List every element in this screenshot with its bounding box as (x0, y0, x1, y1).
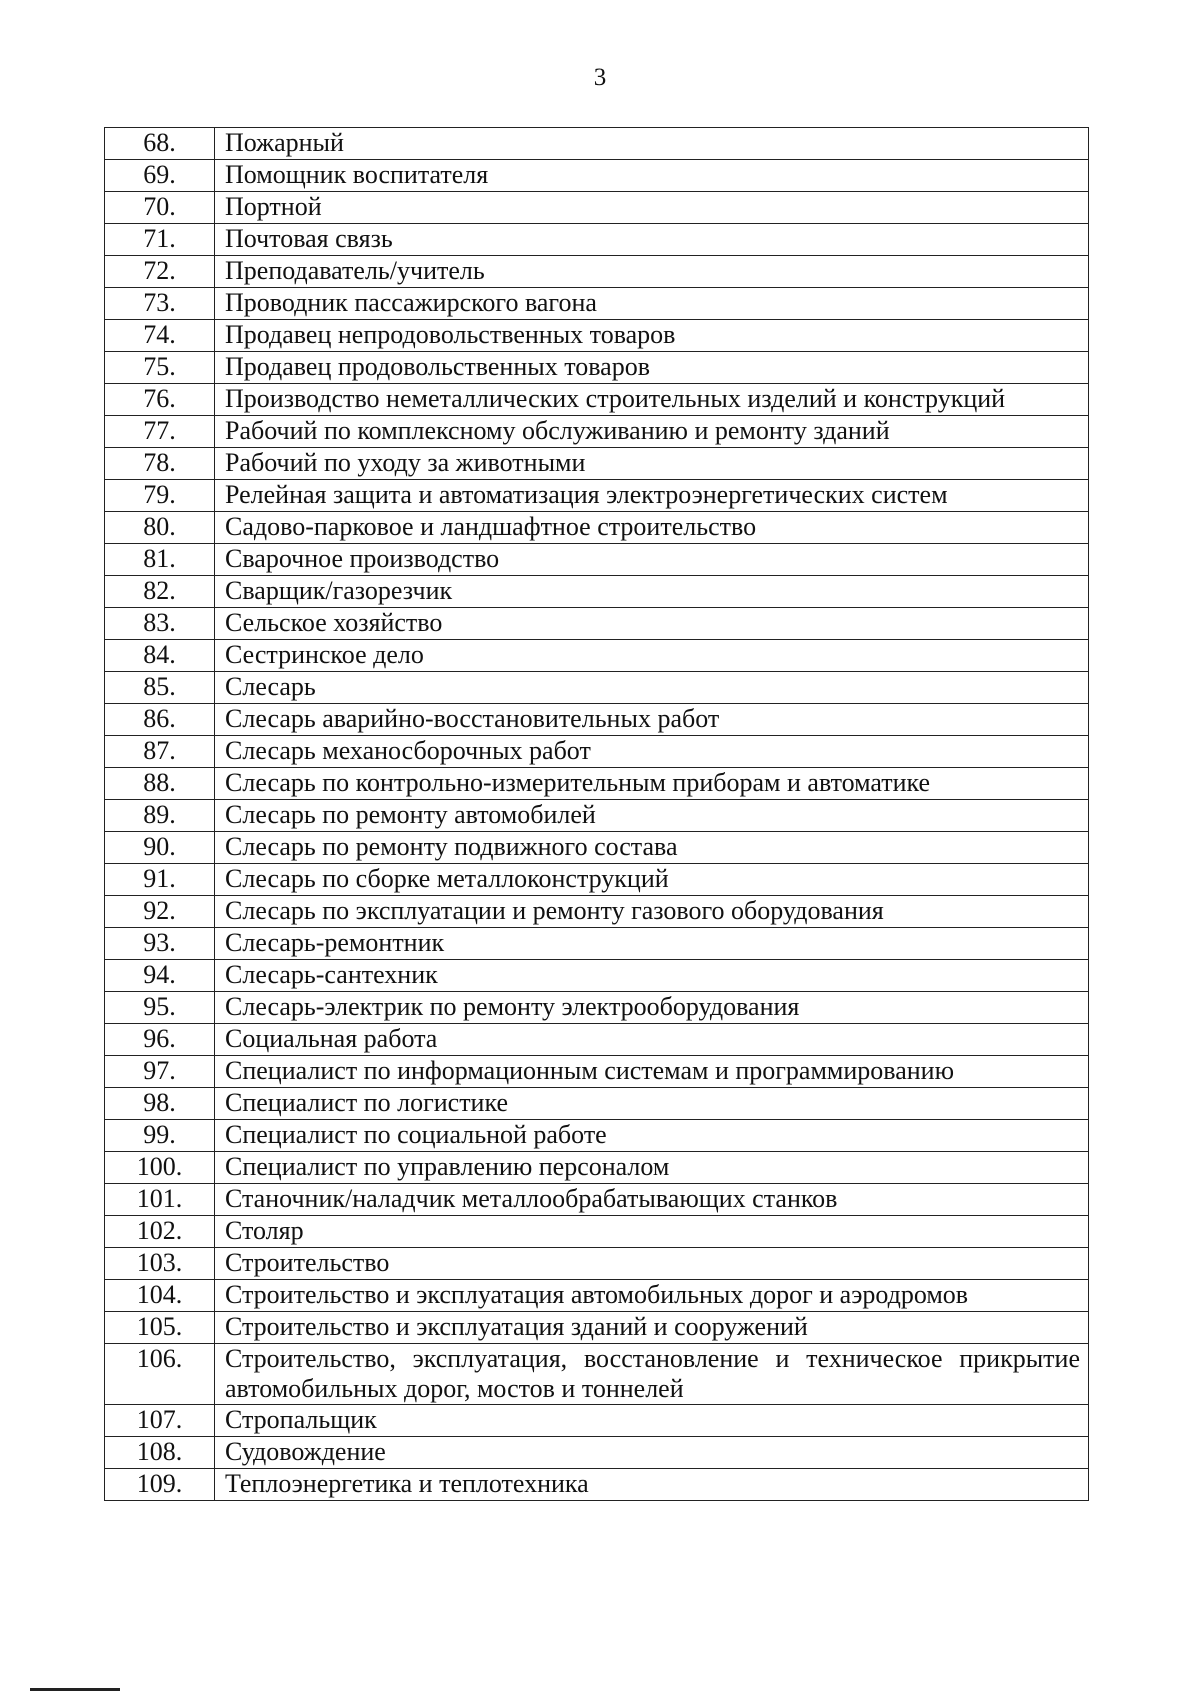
table-row (105, 1024, 1089, 1056)
table-row (105, 544, 1089, 576)
profession-name: Пожарный (215, 128, 1089, 160)
profession-name: Преподаватель/учитель (215, 256, 1089, 288)
table-row (105, 192, 1089, 224)
row-number: 83. (105, 608, 215, 640)
profession-name: Помощник воспитателя (215, 160, 1089, 192)
row-number: 77. (105, 416, 215, 448)
table-row (105, 160, 1089, 192)
row-number: 82. (105, 576, 215, 608)
table-row (105, 960, 1089, 992)
row-number: 89. (105, 800, 215, 832)
row-number: 93. (105, 928, 215, 960)
table-row (105, 1437, 1089, 1469)
table-row (105, 1184, 1089, 1216)
profession-name: Производство неметаллических строительных изделий и конструкций (215, 384, 1089, 416)
profession-name: Садово-парковое и ландшафтное строительство (215, 512, 1089, 544)
row-number: 105. (105, 1312, 215, 1344)
table-row (105, 1280, 1089, 1312)
profession-name: Стропальщик (215, 1405, 1089, 1437)
table-row (105, 512, 1089, 544)
profession-name: Слесарь аварийно-восстановительных работ (215, 704, 1089, 736)
row-number: 103. (105, 1248, 215, 1280)
profession-name: Столяр (215, 1216, 1089, 1248)
row-number: 94. (105, 960, 215, 992)
table-row (105, 800, 1089, 832)
profession-name: Слесарь-электрик по ремонту электрооборудования (215, 992, 1089, 1024)
profession-name: Слесарь по эксплуатации и ремонту газового оборудования (215, 896, 1089, 928)
profession-name: Специалист по логистике (215, 1088, 1089, 1120)
profession-name: Строительство (215, 1248, 1089, 1280)
row-number: 68. (105, 128, 215, 160)
profession-name: Станочник/наладчик металлообрабатывающих станков (215, 1184, 1089, 1216)
row-number: 90. (105, 832, 215, 864)
table-row (105, 1216, 1089, 1248)
profession-name: Слесарь (215, 672, 1089, 704)
table-row (105, 1120, 1089, 1152)
profession-name: Специалист по социальной работе (215, 1120, 1089, 1152)
table-row (105, 1248, 1089, 1280)
row-number: 91. (105, 864, 215, 896)
table-row (105, 352, 1089, 384)
table-row (105, 224, 1089, 256)
profession-name: Сварочное производство (215, 544, 1089, 576)
profession-name: Слесарь по ремонту автомобилей (215, 800, 1089, 832)
table-row (105, 1405, 1089, 1437)
profession-name: Строительство и эксплуатация зданий и сооружений (215, 1312, 1089, 1344)
profession-name: Специалист по управлению персоналом (215, 1152, 1089, 1184)
row-number: 69. (105, 160, 215, 192)
row-number: 71. (105, 224, 215, 256)
profession-name: Слесарь-ремонтник (215, 928, 1089, 960)
row-number: 104. (105, 1280, 215, 1312)
row-number: 79. (105, 480, 215, 512)
profession-name: Проводник пассажирского вагона (215, 288, 1089, 320)
row-number: 81. (105, 544, 215, 576)
row-number: 109. (105, 1469, 215, 1501)
row-number: 102. (105, 1216, 215, 1248)
row-number: 101. (105, 1184, 215, 1216)
profession-name: Судовождение (215, 1437, 1089, 1469)
profession-name: Продавец непродовольственных товаров (215, 320, 1089, 352)
profession-name: Сварщик/газорезчик (215, 576, 1089, 608)
table-row (105, 320, 1089, 352)
professions-table (104, 127, 1089, 1501)
table-row (105, 992, 1089, 1024)
table-row (105, 1056, 1089, 1088)
row-number: 88. (105, 768, 215, 800)
table-row (105, 128, 1089, 160)
row-number: 97. (105, 1056, 215, 1088)
table-row (105, 1344, 1089, 1405)
table-row (105, 608, 1089, 640)
row-number: 100. (105, 1152, 215, 1184)
row-number: 108. (105, 1437, 215, 1469)
row-number: 98. (105, 1088, 215, 1120)
page-number: 3 (593, 64, 607, 91)
table-row (105, 736, 1089, 768)
row-number: 95. (105, 992, 215, 1024)
footer-rule (30, 1688, 120, 1691)
table-row (105, 896, 1089, 928)
table-row (105, 1088, 1089, 1120)
row-number: 70. (105, 192, 215, 224)
table-row (105, 1312, 1089, 1344)
table-row (105, 832, 1089, 864)
row-number: 74. (105, 320, 215, 352)
profession-name: Слесарь механосборочных работ (215, 736, 1089, 768)
table-row (105, 256, 1089, 288)
profession-name: Рабочий по комплексному обслуживанию и ремонту зданий (215, 416, 1089, 448)
table-row (105, 768, 1089, 800)
professions-table-body (105, 128, 1089, 1501)
row-number: 73. (105, 288, 215, 320)
row-number: 78. (105, 448, 215, 480)
table-row (105, 1469, 1089, 1501)
profession-name: Рабочий по уходу за животными (215, 448, 1089, 480)
row-number: 92. (105, 896, 215, 928)
table-row (105, 384, 1089, 416)
profession-name: Слесарь по сборке металлоконструкций (215, 864, 1089, 896)
table-row (105, 864, 1089, 896)
table-row (105, 448, 1089, 480)
row-number: 106. (105, 1344, 215, 1405)
profession-name: Слесарь по контрольно-измерительным приборам и автоматике (215, 768, 1089, 800)
profession-name: Строительство, эксплуатация, восстановление и техническое прикрытие автомобильных дорог, мостов и тоннелей (215, 1344, 1089, 1405)
row-number: 80. (105, 512, 215, 544)
row-number: 85. (105, 672, 215, 704)
profession-name: Слесарь по ремонту подвижного состава (215, 832, 1089, 864)
profession-name: Портной (215, 192, 1089, 224)
row-number: 87. (105, 736, 215, 768)
profession-name: Слесарь-сантехник (215, 960, 1089, 992)
row-number: 72. (105, 256, 215, 288)
profession-name: Продавец продовольственных товаров (215, 352, 1089, 384)
row-number: 96. (105, 1024, 215, 1056)
row-number: 84. (105, 640, 215, 672)
table-row (105, 672, 1089, 704)
profession-name: Строительство и эксплуатация автомобильных дорог и аэродромов (215, 1280, 1089, 1312)
table-row (105, 928, 1089, 960)
row-number: 76. (105, 384, 215, 416)
table-row (105, 640, 1089, 672)
profession-name: Сельское хозяйство (215, 608, 1089, 640)
row-number: 99. (105, 1120, 215, 1152)
table-row (105, 480, 1089, 512)
profession-name: Специалист по информационным системам и программированию (215, 1056, 1089, 1088)
row-number: 107. (105, 1405, 215, 1437)
profession-name: Теплоэнергетика и теплотехника (215, 1469, 1089, 1501)
profession-name: Почтовая связь (215, 224, 1089, 256)
profession-name: Релейная защита и автоматизация электроэнергетических систем (215, 480, 1089, 512)
table-row (105, 576, 1089, 608)
profession-name: Сестринское дело (215, 640, 1089, 672)
row-number: 86. (105, 704, 215, 736)
table-row (105, 288, 1089, 320)
table-row (105, 704, 1089, 736)
table-row (105, 416, 1089, 448)
profession-name: Социальная работа (215, 1024, 1089, 1056)
row-number: 75. (105, 352, 215, 384)
table-row (105, 1152, 1089, 1184)
